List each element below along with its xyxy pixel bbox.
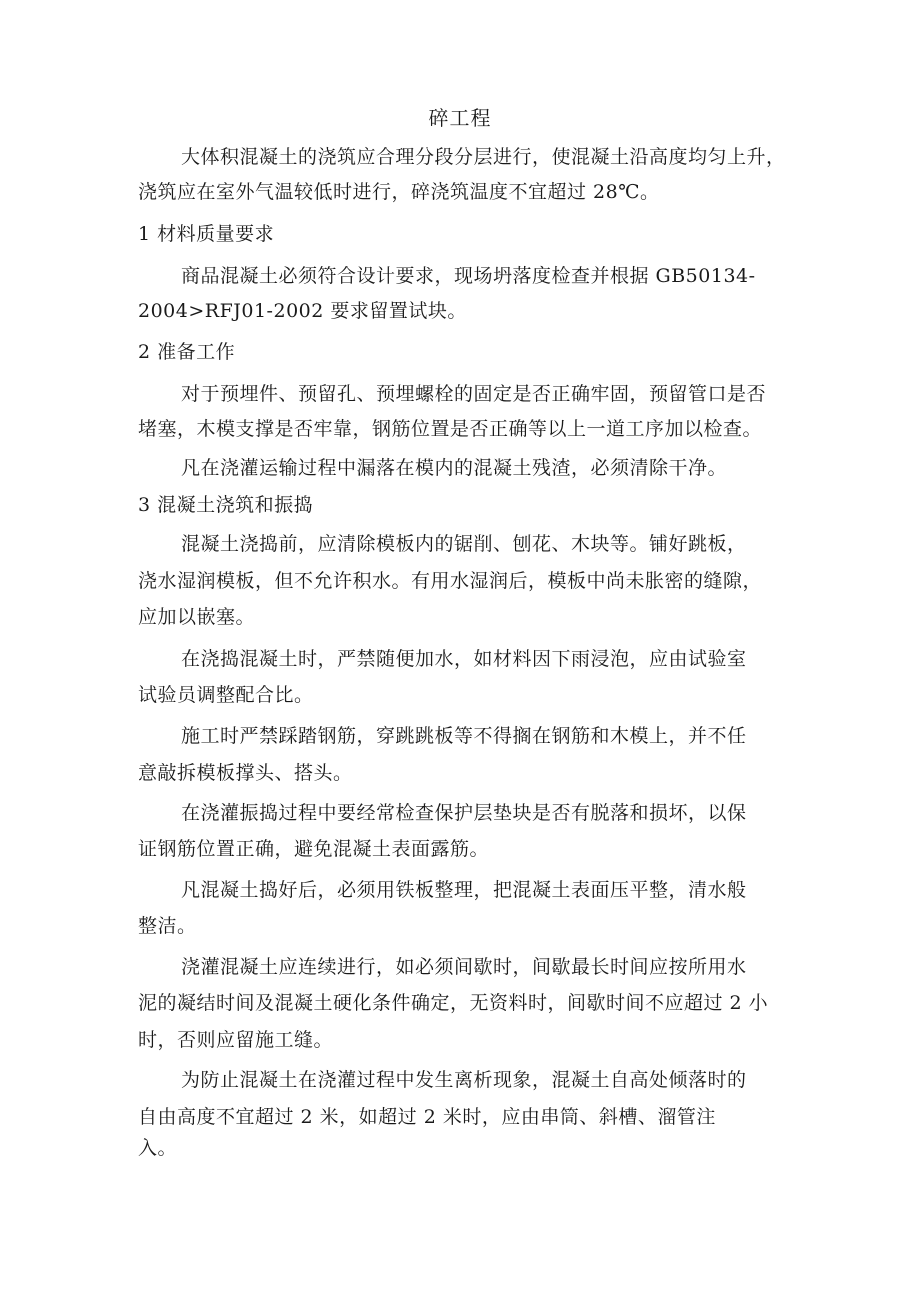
paragraph-line: 泥的凝结时间及混凝土硬化条件确定，无资料时，间歇时间不应超过 2 小 <box>138 992 769 1014</box>
paragraph-line: 整洁。 <box>138 915 197 937</box>
paragraph-line: 应加以嵌塞。 <box>138 606 256 628</box>
paragraph-line: 意敲拆模板撑头、搭头。 <box>138 762 353 784</box>
section-heading-preparation: 2 准备工作 <box>138 341 236 363</box>
paragraph-line: 在浇灌振捣过程中要经常检查保护层垫块是否有脱落和损坏，以保 <box>181 802 747 824</box>
paragraph-line: 证钢筋位置正确，避免混凝土表面露筋。 <box>138 838 490 860</box>
paragraph-line: 浇水湿润模板，但不允许积水。有用水湿润后，模板中尚未胀密的缝隙， <box>138 570 763 592</box>
paragraph-line: 商品混凝土必须符合设计要求，现场坍落度检查并根据 GB50134- <box>181 265 756 287</box>
document-title: 碎工程 <box>428 106 492 130</box>
paragraph-line: 自由高度不宜超过 2 米，如超过 2 米时，应由串筒、斜槽、溜管注 <box>138 1106 716 1128</box>
paragraph-line: 大体积混凝土的浇筑应合理分段分层进行，使混凝土沿高度均匀上升， <box>181 146 786 168</box>
paragraph-line: 凡混凝土捣好后，必须用铁板整理，把混凝土表面压平整，清水般 <box>181 879 747 901</box>
paragraph-line: 对于预埋件、预留孔、预埋螺栓的固定是否正确牢固，预留管口是否 <box>181 383 767 405</box>
paragraph-line: 施工时严禁踩踏钢筋，穿跳跳板等不得搁在钢筋和木模上，并不任 <box>181 725 747 747</box>
paragraph-line: 试验员调整配合比。 <box>138 684 314 706</box>
paragraph-line: 在浇捣混凝土时，严禁随便加水，如材料因下雨浸泡，应由试验室 <box>181 648 747 670</box>
paragraph-line: 时，否则应留施工缝。 <box>138 1029 334 1051</box>
paragraph-line: 浇灌混凝土应连续进行，如必须间歇时，间歇最长时间应按所用水 <box>181 956 747 978</box>
paragraph-line: 为防止混凝土在浇灌过程中发生离析现象，混凝土自高处倾落时的 <box>181 1069 747 1091</box>
paragraph-line: 入。 <box>138 1137 178 1159</box>
paragraph-line: 混凝土浇捣前，应清除模板内的锯削、刨花、木块等。铺好跳板， <box>181 533 747 555</box>
section-heading-materials: 1 材料质量要求 <box>138 223 275 245</box>
paragraph-line: 浇筑应在室外气温较低时进行，碎浇筑温度不宜超过 28℃。 <box>138 181 660 203</box>
section-heading-pouring: 3 混凝土浇筑和振捣 <box>138 494 314 516</box>
paragraph-line: 2004>RFJ01-2002 要求留置试块。 <box>138 300 467 322</box>
paragraph-line: 堵塞，木模支撑是否牢靠，钢筋位置是否正确等以上一道工序加以检查。 <box>138 418 763 440</box>
paragraph-line: 凡在浇灌运输过程中漏落在模内的混凝土残渣，必须清除干净。 <box>181 457 728 479</box>
